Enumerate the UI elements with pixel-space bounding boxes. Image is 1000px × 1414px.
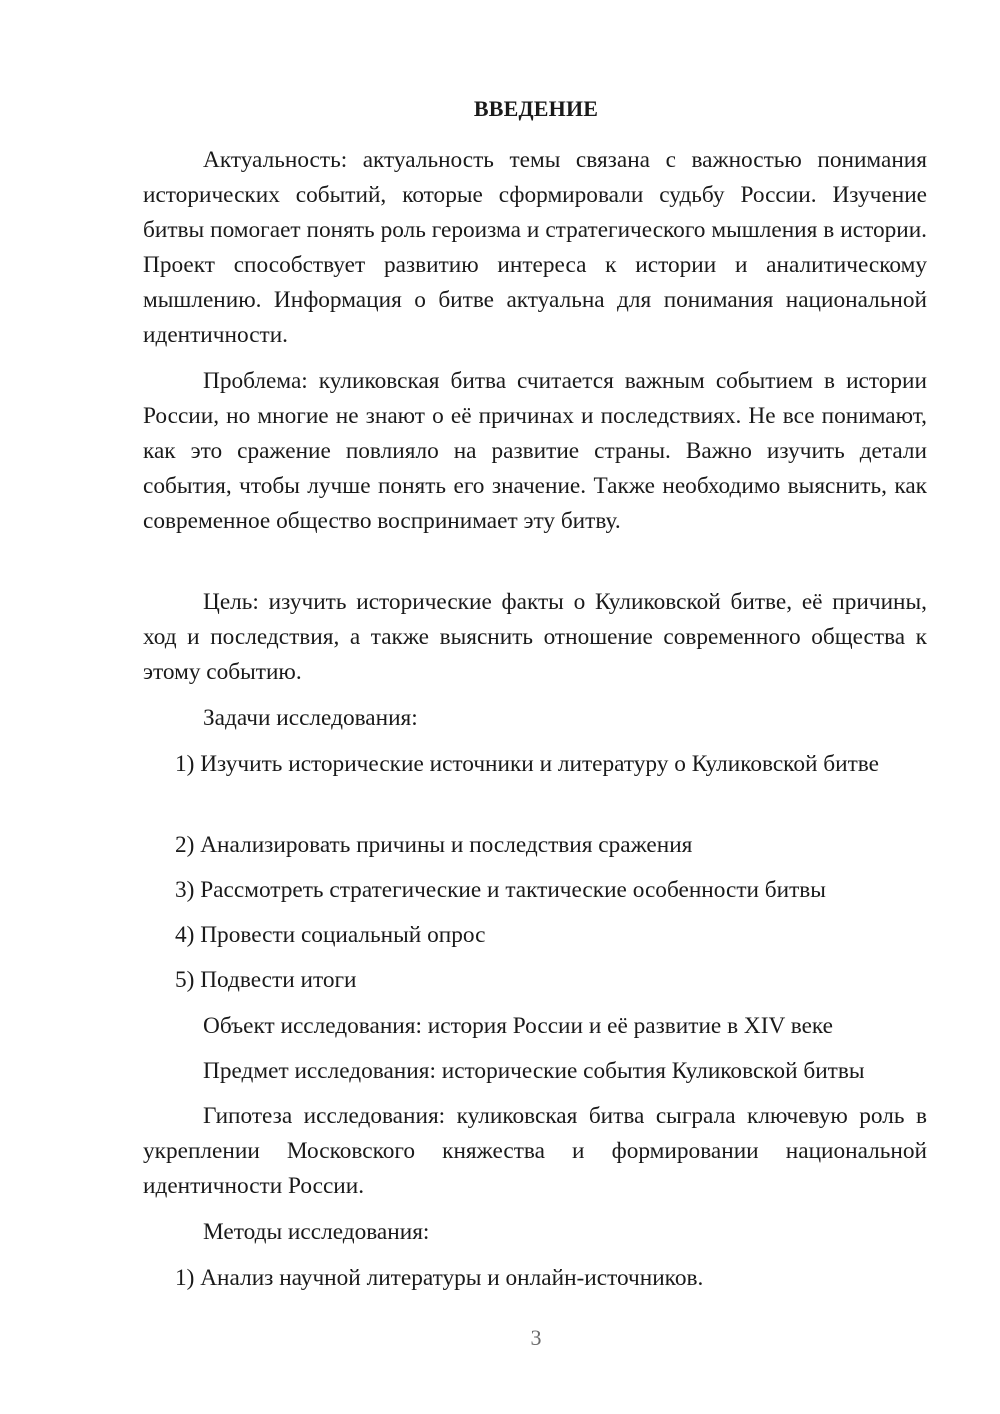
problem-paragraph: Проблема: куликовская битва считается важным событием в истории России, но многие не знают о её причинах и последствиях. Не все понимают, как это сражение повлияло на развитие страны. Важно изучить детали события, чтобы лучше понять его значение. Также необходимо выяснить, как современное общество воспринимает эту битву. [143, 368, 927, 534]
hypothesis-paragraph: Гипотеза исследования: куликовская битва сыграла ключевую роль в укреплении Московского княжества и формировании национальной идентичности России. [143, 1103, 927, 1199]
relevance-paragraph: Актуальность: актуальность темы связана с важностью понимания исторических событий, которые сформировали судьбу России. Изучение битвы помогает понять роль героизма и стратегического мышления в истории. Проект способствует развитию интереса к истории и аналитическому мышлению. Информация о битве актуальна для понимания национальной идентичности. [143, 147, 927, 348]
task-item-3: 3) Рассмотреть стратегические и тактические особенности битвы [175, 877, 826, 903]
method-item-1: 1) Анализ научной литературы и онлайн-источников. [175, 1265, 704, 1291]
task-item-4: 4) Провести социальный опрос [175, 922, 486, 948]
task-item-1: 1) Изучить исторические источники и литературу о Куликовской битве [175, 751, 879, 777]
task-item-2: 2) Анализировать причины и последствия сражения [175, 832, 693, 858]
page-title: ВВЕДЕНИЕ [473, 96, 599, 121]
research-subject: Предмет исследования: исторические события Куликовской битвы [203, 1058, 865, 1084]
methods-heading: Методы исследования: [203, 1219, 430, 1245]
goal-paragraph: Цель: изучить исторические факты о Куликовской битве, её причины, ход и последствия, а также выяснить отношение современного общества к этому событию. [143, 589, 927, 685]
page-number: 3 [530, 1325, 542, 1350]
tasks-heading: Задачи исследования: [203, 705, 418, 731]
research-object: Объект исследования: история России и её развитие в XIV веке [203, 1013, 834, 1039]
task-item-5: 5) Подвести итоги [175, 967, 357, 993]
